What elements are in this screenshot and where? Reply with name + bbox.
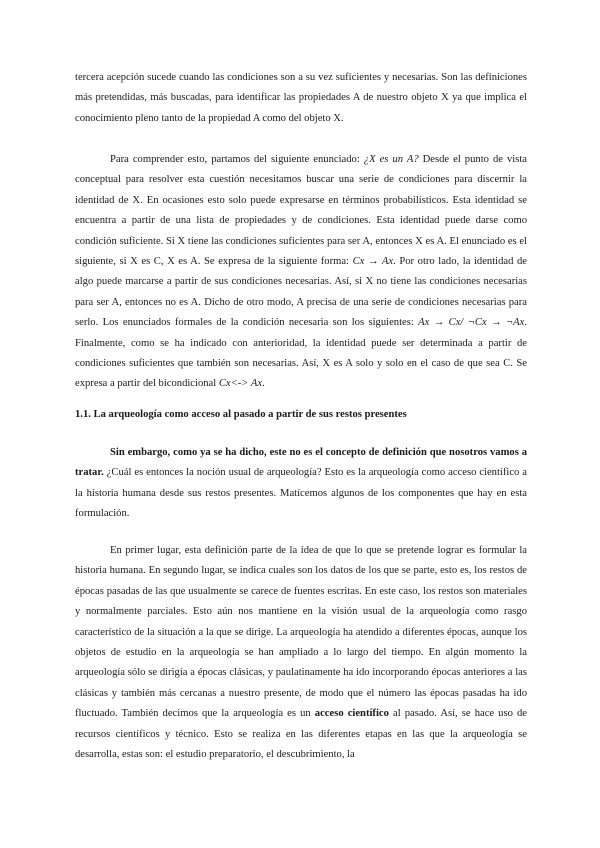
p4-text-a: En primer lugar, esta definición parte de la idea de que lo que se pretende lograr es formular la historia humana. En segundo lugar, se indica cuales son los datos de los que se parte, esto es, los restos de épocas pasadas de las que usualmente se carece de fuentes escritas. En este caso, los restos son materiales y normalmente parciales. Esto aún nos mantiene en la visión usual de la arqueología como rasgo característico de la situación a la que se dirige. La arqueología ha atendido a diferentes épocas, aunque los objetos de estudio en la arqueología se han ampliado a lo largo del tiempo. En algún momento la arqueología sólo se dirigía a épocas clásicas, y paulatinamente ha ido incorporando épocas anteriores a las clásicas y también más cercanas a nuestro presente, de modo que el número las épocas pasadas ha ido fluctuado. También decimos que la arqueología es un: [75, 545, 527, 720]
p3-text: ¿Cuál es entonces la noción usual de arqueología? Esto es la arqueología como acceso científico a la historia humana desde sus restos presentes. Matícemos algunos de los componentes que hay en esta formulación.: [75, 467, 527, 520]
p2-question: ¿X es un A?: [363, 154, 419, 165]
p2-text-g: . Finalmente, como se ha indicado con anterioridad, la identidad puede ser determinada a partir de condiciones suficientes que también son necesarias. Así, X es A solo y solo en el caso de que sea C. Se expresa a partir del bicondicional: [75, 317, 527, 390]
paragraph-3: [75, 443, 527, 525]
p3-bold-lead: Sin embargo, como ya se ha dicho, este no es el concepto de definición que nosotros vamos a tratar.: [75, 447, 527, 479]
paragraph-4: [75, 541, 527, 765]
paragraph-1: tercera acepción sucede cuando las condiciones son a su vez suficientes y necesarias. Son las definiciones más pretendidas, más buscadas, para identificar las propiedades A de nuestro objeto X ya que implica el conocimiento pleno tanto de la propiedad A como del objeto X.: [75, 72, 527, 124]
p2-text-a: Para comprender esto, partamos del siguiente enunciado:: [110, 154, 364, 165]
paragraph-2: [75, 150, 527, 395]
p2-formula-biconditional: Cx<-> Ax: [218, 378, 263, 390]
p2-formula-sufficient: Cx → Ax: [352, 256, 394, 268]
p4-text-c: al pasado. Así, se hace uso de recursos científicos y técnico. Esto se realiza en las diferentes etapas en las que la arqueología se desarrolla, estas son: el estudio preparatorio, el descubrimiento, la: [75, 708, 527, 761]
p4-bold-term: acceso científico: [314, 708, 389, 720]
p2-text-e: . Por otro lado, la identidad de algo puede marcarse a partir de sus condiciones necesarias. Así, si X no tiene las condiciones necesarias para ser A, entonces no es A. Dicho de otro modo, A precisa de una serie de condiciones necesarias para serlo. Los enunciados formales de la condición necesaria son los siguientes:: [75, 256, 527, 329]
p2-text-i: .: [262, 378, 265, 390]
p2-formula-necessary: Ax → Cx/ ¬Cx → ¬Ax: [418, 317, 525, 329]
p2-text-c: Desde el punto de vista conceptual para resolver esta cuestión necesitamos buscar una serie de condiciones para discernir la identidad de X. En ocasiones esto solo puede expresarse en términos probabilísticos. Esta identidad se encuentra a partir de una lista de propiedades y de condiciones. Esta identidad puede darse como condición suficiente. Si X tiene las condiciones suficientes para ser A, entonces X es A. El enunciado es el siguiente, si X es C, X es A. Se expresa de la siguiente forma:: [75, 154, 527, 268]
section-heading: 1.1. La arqueología como acceso al pasado a partir de sus restos presentes: [75, 409, 407, 420]
